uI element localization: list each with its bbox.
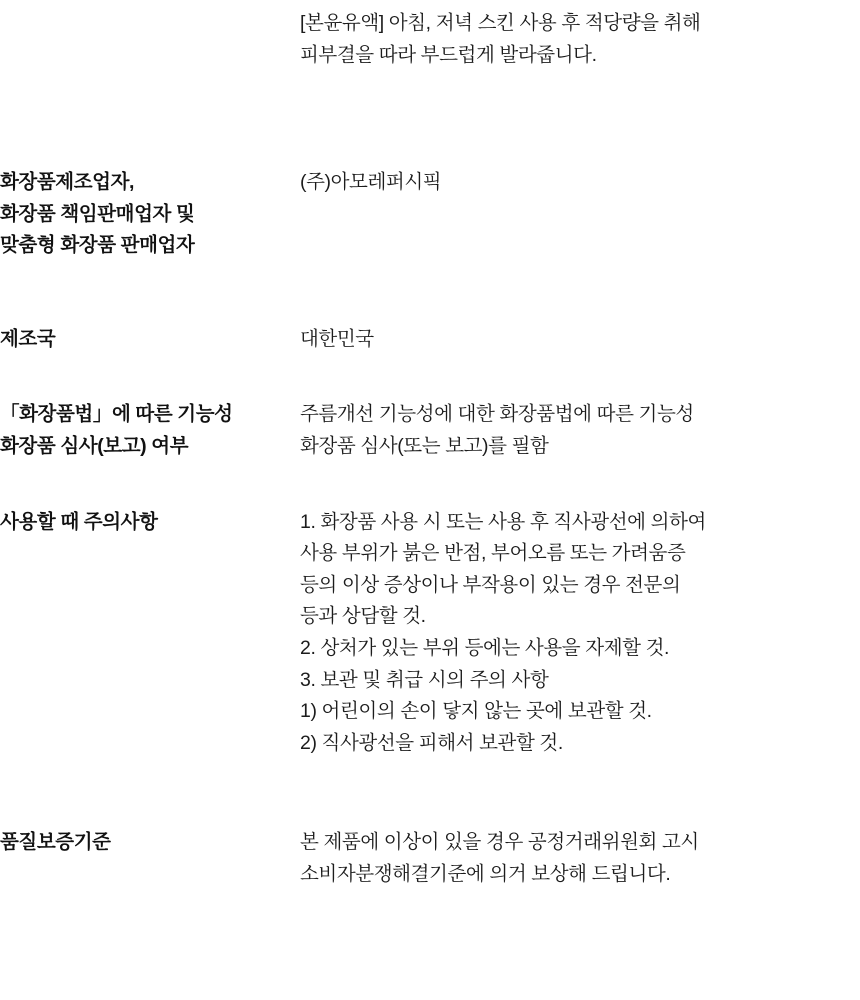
country-label-line: 제조국 <box>0 327 56 350</box>
precautions-label-cell <box>0 507 300 760</box>
functional-review-value-line: 주름개선 기능성에 대한 화장품법에 따른 기능성 <box>300 403 694 426</box>
manufacturer-value-cell <box>300 167 860 262</box>
spacer-cell <box>300 262 860 324</box>
spacer <box>0 759 860 827</box>
country-value-line: 대한민국 <box>300 327 374 350</box>
usage-intro-row <box>0 0 860 71</box>
warranty-value-line: 본 제품에 이상이 있을 경우 공정거래위원회 고시 <box>300 831 699 854</box>
precautions-value-line: 등의 이상 증상이나 부작용이 있는 경우 전문의 <box>300 573 681 596</box>
precautions-label-line: 사용할 때 주의사항 <box>0 510 158 533</box>
precautions-row <box>0 507 860 760</box>
manufacturer-row <box>0 167 860 262</box>
precautions-value-line: 2. 상처가 있는 부위 등에는 사용을 자제할 것. <box>300 636 670 659</box>
spacer <box>0 262 860 324</box>
spacer-cell <box>0 463 300 507</box>
spacer-cell <box>0 759 300 827</box>
usage-intro-label-cell <box>0 0 300 71</box>
warranty-value-line: 소비자분쟁해결기준에 의거 보상해 드립니다. <box>300 862 671 885</box>
warranty-label-cell <box>0 827 300 890</box>
manufacturer-value-line: (주)아모레퍼시픽 <box>300 171 442 194</box>
functional-review-label-line: 화장품 심사(보고) 여부 <box>0 435 189 458</box>
usage-intro-line: 피부결을 따라 부드럽게 발라줍니다. <box>300 43 597 66</box>
spacer-cell <box>0 262 300 324</box>
functional-review-value-line: 화장품 심사(또는 보고)를 필함 <box>300 435 549 458</box>
spacer-cell <box>0 71 300 167</box>
manufacturer-label-line: 화장품 책임판매업자 및 <box>0 202 195 225</box>
functional-review-row <box>0 399 860 462</box>
country-value-cell <box>300 324 860 356</box>
spacer <box>0 71 860 167</box>
spacer-cell <box>300 355 860 399</box>
spacer-cell <box>0 355 300 399</box>
precautions-value-line: 1. 화장품 사용 시 또는 사용 후 직사광선에 의하여 <box>300 510 706 533</box>
precautions-value-line: 등과 상담할 것. <box>300 605 426 628</box>
usage-intro-value-cell <box>300 0 860 71</box>
precautions-value-cell <box>300 507 860 760</box>
precautions-value-line: 사용 부위가 붉은 반점, 부어오름 또는 가려움증 <box>300 542 686 565</box>
country-row <box>0 324 860 356</box>
spacer <box>0 355 860 399</box>
warranty-row <box>0 827 860 890</box>
country-label-cell <box>0 324 300 356</box>
functional-review-value-cell <box>300 399 860 462</box>
spacer-cell <box>300 759 860 827</box>
warranty-label-line: 품질보증기준 <box>0 831 111 854</box>
precautions-value-line: 1) 어린이의 손이 닿지 않는 곳에 보관할 것. <box>300 700 652 723</box>
usage-intro-line: [본윤유액] 아침, 저녁 스킨 사용 후 적당량을 취해 <box>300 12 701 34</box>
manufacturer-label-line: 화장품제조업자, <box>0 171 135 194</box>
spacer-cell <box>300 71 860 167</box>
functional-review-label-cell <box>0 399 300 462</box>
spacer-cell <box>300 463 860 507</box>
spacer <box>0 463 860 507</box>
functional-review-label-line: 「화장품법」에 따른 기능성 <box>0 403 233 426</box>
precautions-value-line: 3. 보관 및 취급 시의 주의 사항 <box>300 668 549 691</box>
manufacturer-label-cell <box>0 167 300 262</box>
manufacturer-label-line: 맞춤형 화장품 판매업자 <box>0 234 195 257</box>
precautions-value-line: 2) 직사광선을 피해서 보관할 것. <box>300 731 563 754</box>
warranty-value-cell <box>300 827 860 890</box>
